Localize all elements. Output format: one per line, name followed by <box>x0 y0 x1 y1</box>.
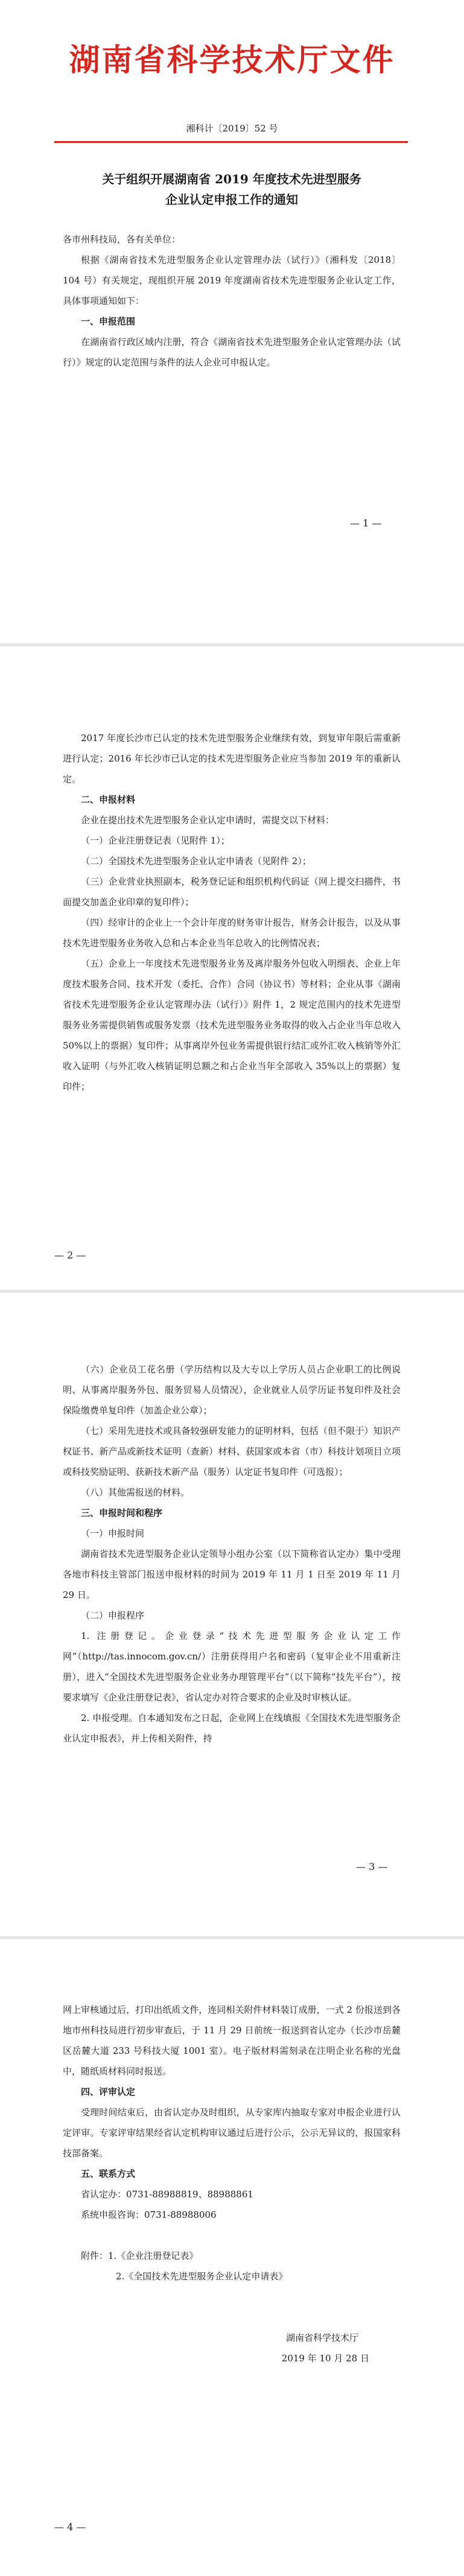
notice-title <box>63 169 401 210</box>
page-2-body <box>63 728 401 1097</box>
material-item-2: （二）全国技术先进型服务企业认定申请表（见附件 2）； <box>81 856 311 867</box>
paragraph-review: 受理时间结束后，由省认定办及时组织，从专家库内抽取专家对申报企业进行认定评审。专家评审结果经省认定机构审议通过后进行公示，公示无异议的，报国家科技部备案。 <box>63 2107 401 2159</box>
document-header-title: 湖南省科学技术厅文件 <box>69 43 395 78</box>
signature-date: 2019 年 10 月 28 日 <box>281 2353 369 2364</box>
contact-office: 省认定办：0731-88988819、88988861 <box>81 2189 253 2200</box>
scope-paragraph: 在湖南省行政区域内注册，符合《湖南省技术先进型服务企业认定管理办法（试行）》规定的认定范围与条件的法人企业可申报认定。 <box>63 336 401 368</box>
material-item-4: （四）经审计的企业上一个会计年度的财务审计报告，财务会计报告，以及从事技术先进型服务业务收入总和占本企业当年总收入的比例情况表； <box>63 917 401 949</box>
subheading-procedure: （二）申报程序 <box>81 1610 145 1621</box>
page-3 <box>0 1293 464 1939</box>
notice-title-line-2: 企业认定申报工作的通知 <box>165 192 298 207</box>
page-number: — 1 — <box>350 517 382 529</box>
page-1-body <box>63 229 401 373</box>
section-heading-review: 四、评审认定 <box>81 2086 136 2097</box>
paragraph-submission: 网上审核通过后，打印出纸质文件，连同相关附件材料装订成册，一式 2 份报送到各地市州科技局进行初步审查后，于 11 月 29 日前统一报送到省认定办（长沙市岳麓区岳麓大道 233 号科技大厦 1001 室）。电子版材料需刻录在注明企业名称的光盘中，随纸质材料同时报送。 <box>63 2004 401 2077</box>
procedure-step-2: 2. 申报受理。自本通知发布之日起，企业网上在线填报《全国技术先进型服务企业认定申报表》，并上传相关附件，持 <box>63 1713 401 1744</box>
section-heading-scope: 一、申报范围 <box>81 316 136 327</box>
page-4 <box>0 1939 464 2576</box>
attachment-1: 附件：1.《企业注册登记表》 <box>81 2250 199 2261</box>
red-divider-line <box>54 141 408 143</box>
material-item-6: （六）企业员工花名册（学历结构以及大专以上学历人员占企业职工的比例说明、从事离岸服务外包、服务贸易人员情况），企业就业人员学历证书复印件及社会保险缴费单复印件（加盖企业公章）； <box>63 1364 401 1416</box>
page-number: — 2 — <box>54 1249 86 1261</box>
paragraph-materials-intro: 企业在提出技术先进型服务企业认定申请时，需提交以下材料： <box>81 815 335 826</box>
page-1 <box>0 0 464 646</box>
signature-issuer: 湖南省科学技术厅 <box>285 2332 358 2343</box>
section-heading-time-procedure: 三、申报时间和程序 <box>81 1507 163 1518</box>
subheading-time: （一）申报时间 <box>81 1528 145 1539</box>
document-number: 湘科计〔2019〕52 号 <box>186 123 278 134</box>
material-item-5: （五）企业上一年度技术先进型服务业务及离岸服务外包收入明细表、企业上年度技术服务合同、技术开发（委托、合作）合同（协议书）等材料；企业从事《湖南省技术先进型服务企业认定管理办法（试行）》附件 1，2 规定范围内的技术先进型服务业务需提供销售或服务发票（技术先进型服务业务取得的收入占企业当年总收入 50%以上的票据）复印件；从事离岸外包业务需提供银行结汇或外汇收入核销等外汇收入证明（与外汇收入核销证明总额之和占企业当年全部收入 35%以上的票据）复印件； <box>63 958 401 1092</box>
page-number: — 3 — <box>356 1861 388 1872</box>
page-4-body <box>63 2000 401 2369</box>
page-2 <box>0 646 464 1293</box>
material-item-1: （一）企业注册登记表（见附件 1）； <box>81 835 230 846</box>
paragraph-time: 湖南省技术先进型服务企业认定领导小组办公室（以下简称省认定办）集中受理各地市科技主管部门报送申报材料的时间为 2019 年 11 月 1 日至 2019 年 11 月 29 日。 <box>63 1548 401 1600</box>
material-item-8: （八）其他需报送的材料。 <box>81 1487 190 1498</box>
intro-paragraph: 根据《湖南省技术先进型服务企业认定管理办法（试行）》（湘科发〔2018〕104 号）有关规定，现组织开展 2019 年度湖南省技术先进型服务企业认定工作，具体事项通知如下： <box>63 254 401 306</box>
attachment-2: 2.《全国技术先进型服务企业认定申请表》 <box>116 2271 288 2282</box>
procedure-step-1: 1. 注册登记。企业登录“技术先进型服务企业认定工作网”（http://tas.innocom.gov.cn/）注册获得用户名和密码（复审企业不用重新注册），进入“全国技术先进型服务企业业务办理管理平台”（以下简称“技先平台”），按要求填写《企业注册登记表》，省认定办对符合要求的企业及时审核认证。 <box>63 1631 401 1703</box>
material-item-7: （七）采用先进技术或具备较强研发能力的证明材料，包括（但不限于）知识产权证书、新产品或新技术证明（查新）材料、获国家或本省（市）科技计划项目立项或科技奖励证明、获新技术新产品（服务）认定证书复印件（可选报）； <box>63 1425 401 1477</box>
page-3-body <box>63 1359 401 1749</box>
section-heading-materials: 二、申报材料 <box>81 794 136 805</box>
paragraph-continuing-validity: 2017 年度长沙市已认定的技术先进型服务企业继续有效，到复审年限后需重新进行认定；2016 年长沙市已认定的技术先进型服务企业应当参加 2019 年的重新认定。 <box>63 733 401 784</box>
section-heading-contact: 五、联系方式 <box>81 2168 136 2179</box>
salutation: 各市州科技局，各有关单位： <box>63 234 181 245</box>
contact-consult: 系统申报咨询：0731-88988006 <box>81 2209 217 2220</box>
page-number: — 4 — <box>54 2521 86 2533</box>
notice-title-line-1: 关于组织开展湖南省 2019 年度技术先进型服务 <box>102 172 361 186</box>
material-item-3: （三）企业营业执照副本，税务登记证和组织机构代码证（网上提交扫描件，书面提交加盖企业印章的复印件）； <box>63 876 401 908</box>
